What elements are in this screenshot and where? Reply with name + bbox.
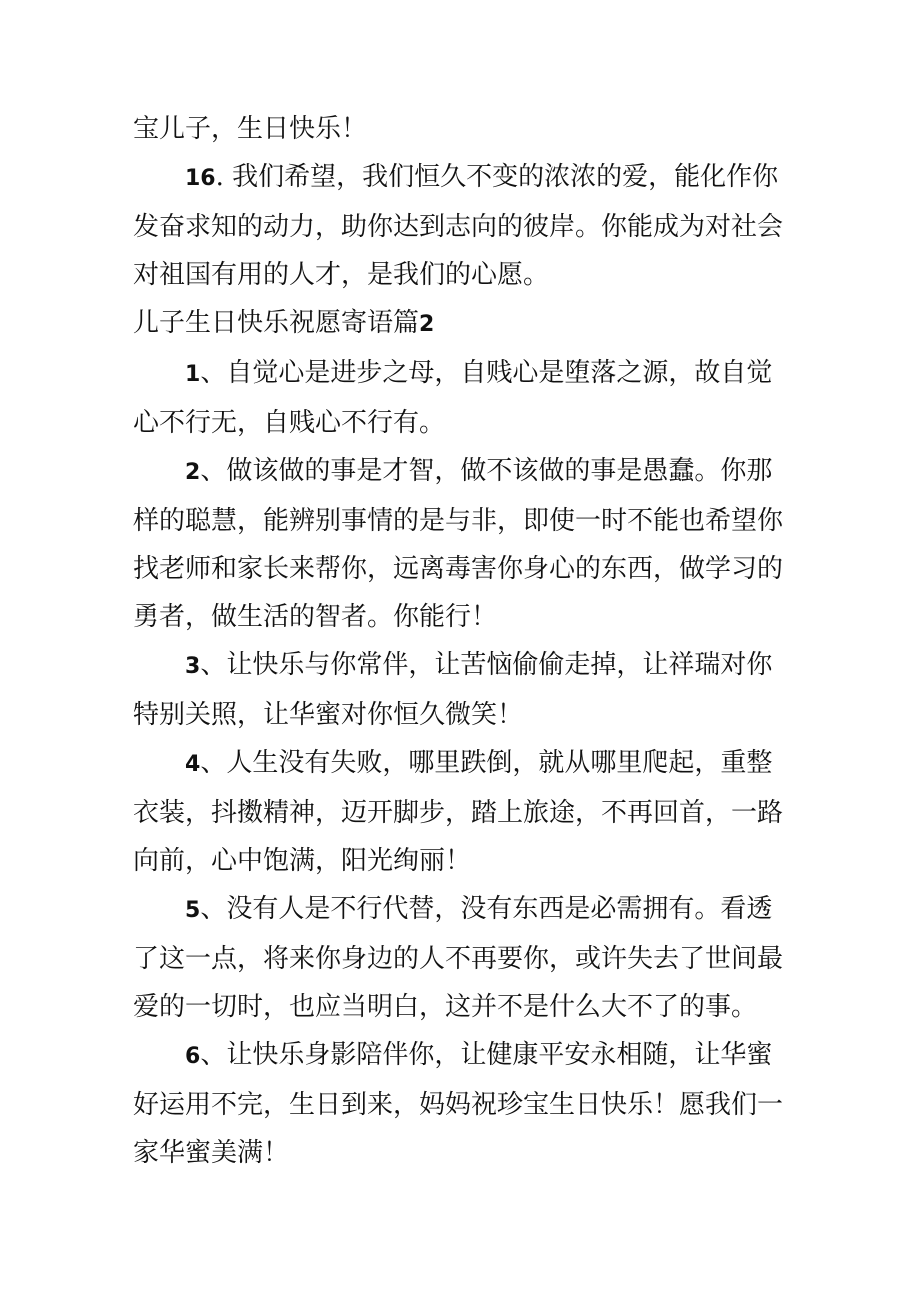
- list-item-number: 6: [185, 1044, 201, 1069]
- list-item: [133, 1031, 793, 1177]
- list-item-text: 、让快乐与你常伴，让苦恼偷偷走掉，让祥瑞对你特别关照，让华蜜对你恒久微笑！: [133, 650, 773, 730]
- continuation-text: 宝儿子，生日快乐！: [133, 114, 368, 144]
- list-item-text: 、没有人是不行代替，没有东西是必需拥有。看透了这一点，将来你身边的人不再要你，或许失去了世间最爱的一切时，也应当明白，这并不是什么大不了的事。: [133, 894, 784, 1022]
- item-16-text: . 我们希望，我们恒久不变的浓浓的爱，能化作你发奋求知的动力，助你达到志向的彼岸。你能成为对社会对祖国有用的人才，是我们的心愿。: [133, 162, 784, 290]
- continuation-paragraph: [133, 105, 793, 153]
- list-item: [133, 349, 793, 447]
- item-16-number: 16: [185, 166, 216, 191]
- list-item-text: 、让快乐身影陪伴你，让健康平安永相随，让华蜜好运用不完，生日到来，妈妈祝珍宝生日快乐！愿我们一家华蜜美满！: [133, 1040, 784, 1168]
- list-item-text: 、人生没有失败，哪里跌倒，就从哪里爬起，重整衣装，抖擞精神，迈开脚步，踏上旅途，不再回首，一路向前，心中饱满，阳光绚丽！: [133, 748, 784, 876]
- list-item-number: 4: [185, 752, 201, 777]
- section-heading-number: 2: [419, 312, 435, 337]
- list-item: [133, 739, 793, 885]
- list-item-text: 、自觉心是进步之母，自贱心是堕落之源，故自觉心不行无，自贱心不行有。: [133, 358, 773, 438]
- list-item-number: 5: [185, 898, 201, 923]
- section-heading-text: 儿子生日快乐祝愿寄语篇: [133, 308, 420, 338]
- section-heading: [133, 299, 793, 349]
- list-item-number: 3: [185, 654, 201, 679]
- list-item: [133, 885, 793, 1031]
- document-body: [133, 105, 793, 1177]
- list-item: [133, 447, 793, 641]
- list-item: [133, 641, 793, 739]
- list-item-number: 2: [185, 460, 201, 485]
- item-16-paragraph: [133, 153, 793, 299]
- list-item-number: 1: [185, 362, 201, 387]
- list-item-text: 、做该做的事是才智，做不该做的事是愚蠢。你那样的聪慧，能辨别事情的是与非，即使一时不能也希望你找老师和家长来帮你，远离毒害你身心的东西，做学习的勇者，做生活的智者。你能行！: [133, 456, 784, 632]
